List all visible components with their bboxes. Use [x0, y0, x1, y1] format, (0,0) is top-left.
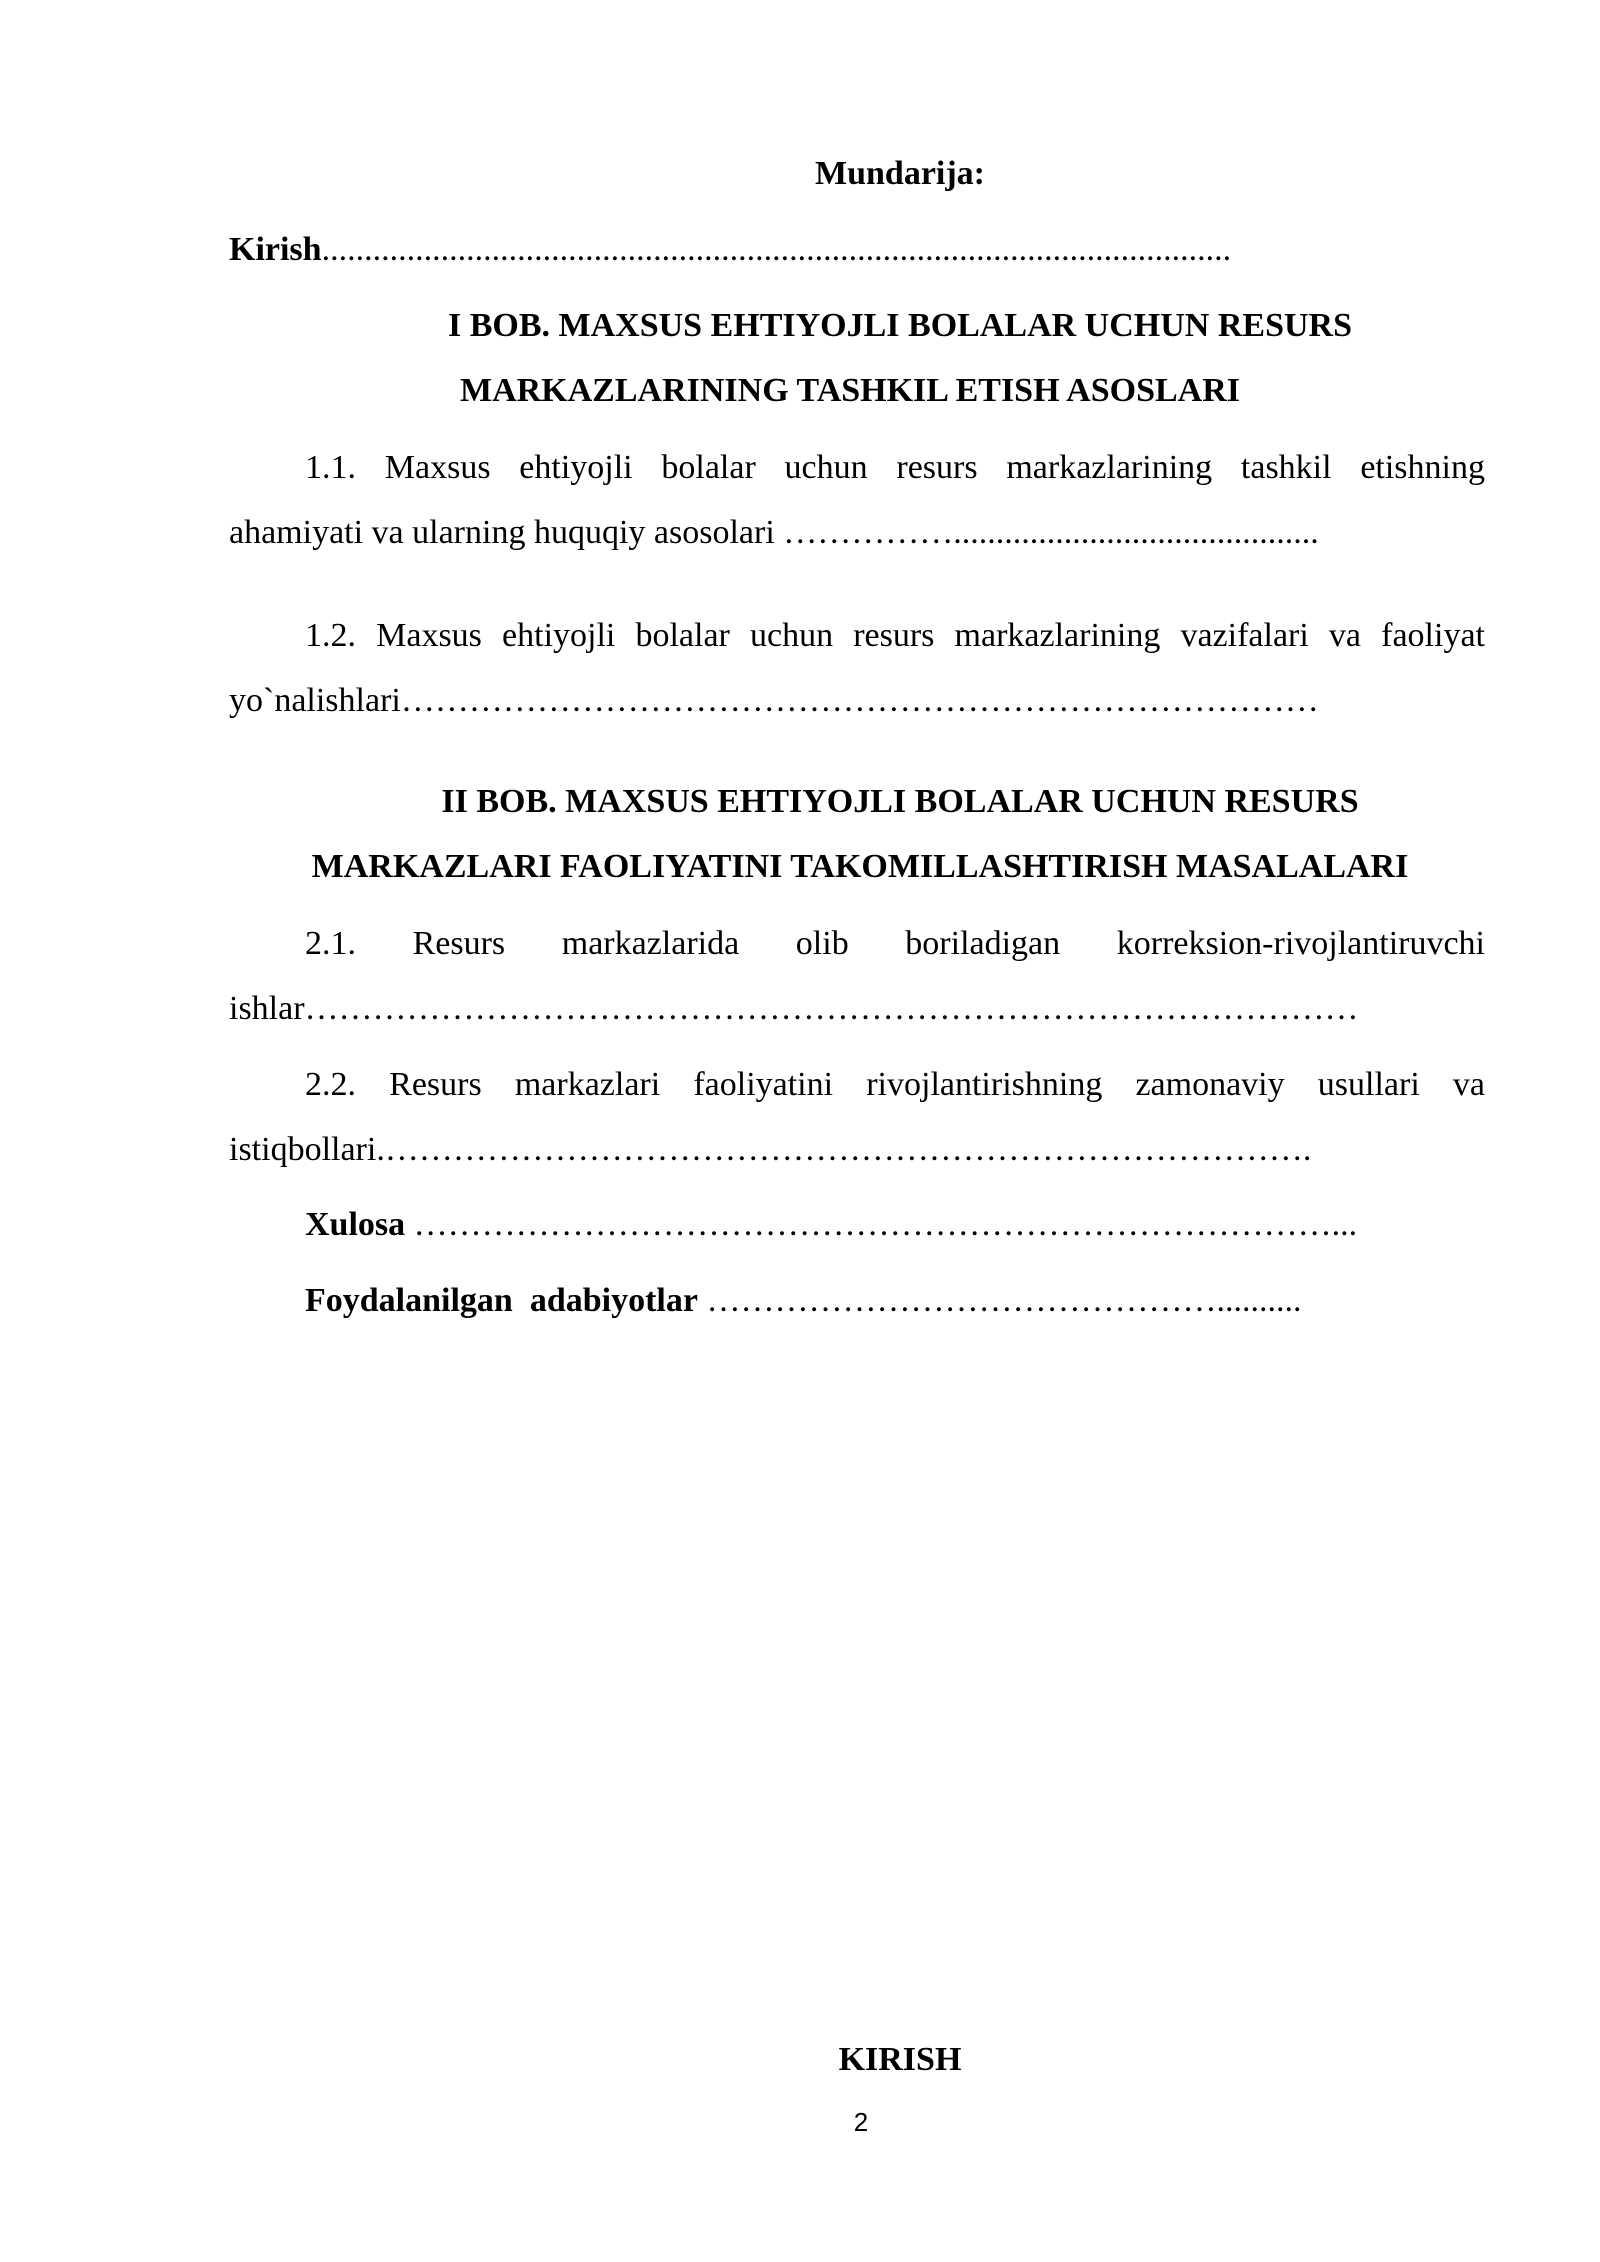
- toc-entry-2-2-line1[interactable]: 2.2. Resurs markazlari faoliyatini rivojlantirishning zamonaviy usullari va: [305, 1066, 1485, 1103]
- toc-entry-1-2-line2[interactable]: yo`nalishlari………………………………………………………………………: [229, 682, 1319, 719]
- toc-title: Mundarija:: [815, 155, 985, 192]
- toc-entry-label: Xulosa: [305, 1206, 406, 1243]
- toc-entry-kirish[interactable]: [229, 228, 1231, 272]
- toc-entry-label: Foydalanilgan adabiyotlar: [305, 1282, 698, 1319]
- toc-entry-1-2-line1[interactable]: 1.2. Maxsus ehtiyojli bolalar uchun resurs markazlarining vazifalari va faoliyat: [305, 617, 1485, 654]
- toc-entry-2-2-line2[interactable]: istiqbollari.……………………………………………………………………….: [229, 1131, 1312, 1168]
- page-number: 2: [853, 2107, 869, 2137]
- section-heading-kirish: KIRISH: [838, 2041, 962, 2078]
- toc-entry-1-1-line1[interactable]: 1.1. Maxsus ehtiyojli bolalar uchun resurs markazlarining tashkil etishning: [305, 449, 1485, 486]
- chapter-1-heading-line1[interactable]: I BOB. MAXSUS EHTIYOJLI BOLALAR UCHUN RESURS: [447, 307, 1352, 344]
- chapter-2-heading-line1[interactable]: II BOB. MAXSUS EHTIYOJLI BOLALAR UCHUN RESURS: [441, 783, 1359, 820]
- toc-entry-2-1-line2[interactable]: ishlar…………………………………………………………………………………: [229, 990, 1359, 1027]
- chapter-2-heading-line2[interactable]: MARKAZLARI FAOLIYATINI TAKOMILLASHTIRISH MASALALARI: [311, 848, 1409, 885]
- chapter-1-heading-line2[interactable]: MARKAZLARINING TASHKIL ETISH ASOSLARI: [459, 372, 1240, 409]
- toc-leader-dots: ………………………………………………………………………...: [405, 1206, 1358, 1243]
- toc-leader-dots: ...........................................................................................................: [321, 231, 1232, 268]
- toc-entry-adabiyotlar[interactable]: [305, 1279, 1301, 1323]
- toc-entry-xulosa[interactable]: [305, 1203, 1357, 1247]
- toc-entry-label: Kirish: [229, 231, 322, 268]
- toc-entry-2-1-line1[interactable]: 2.1. Resurs markazlarida olib boriladigan korreksion-rivojlantiruvchi: [305, 925, 1485, 962]
- toc-entry-1-1-line2[interactable]: ahamiyati va ularning huquqiy asosolari ……………...........................................: [229, 514, 1319, 551]
- toc-leader-dots: ………………………………………..........: [697, 1282, 1302, 1319]
